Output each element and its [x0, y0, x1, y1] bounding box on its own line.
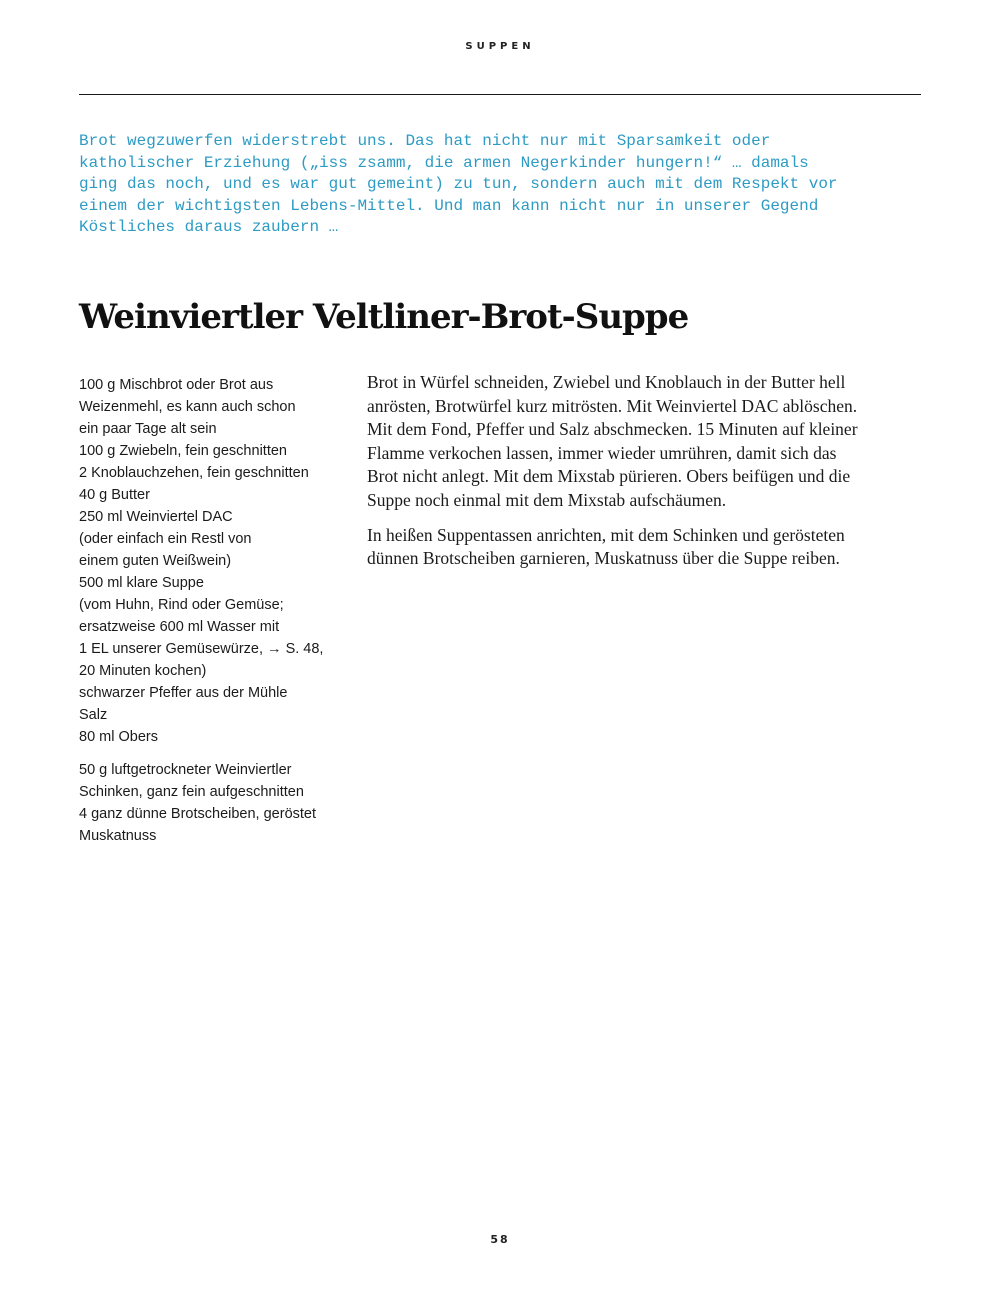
page-number: 58 [490, 1233, 510, 1246]
method-line: Mit dem Fond, Pfeffer und Salz abschmecken. 15 Minuten auf kleiner [367, 419, 858, 440]
ingredient-line: 40 g Butter [79, 487, 150, 503]
method-line: dünnen Brotscheiben garnieren, Muskatnuss über die Suppe reiben. [367, 548, 840, 569]
method-line: anrösten, Brotwürfel kurz mitrösten. Mit Weinviertel DAC ablöschen. [367, 395, 858, 416]
ingredient-line: 2 Knoblauchzehen, fein geschnitten [79, 465, 309, 481]
ingredient-line: Muskatnuss [79, 828, 157, 844]
intro-line: Brot wegzuwerfen widerstrebt uns. Das hat nicht nur mit Sparsamkeit oder [79, 132, 771, 150]
method-line: Brot nicht anlegt. Mit dem Mixstab pürieren. Obers beifügen und die [367, 466, 851, 487]
method-paragraph [367, 524, 927, 571]
ingredient-line: 80 ml Obers [79, 729, 158, 745]
ingredient-line: 1 EL unserer Gemüsewürze, → S. 48, [79, 641, 324, 657]
running-head-section: SUPPEN [465, 41, 535, 52]
ingredient-line: 500 ml klare Suppe [79, 575, 204, 591]
recipe-title: Weinviertler Veltliner-Brot-Suppe [79, 297, 689, 337]
ingredient-line: Weizenmehl, es kann auch schon [79, 399, 296, 415]
ingredient-group-garnish [79, 759, 354, 847]
method-line: In heißen Suppentassen anrichten, mit dem Schinken und gerösteten [367, 524, 845, 545]
method-text [367, 371, 927, 582]
ingredient-line: schwarzer Pfeffer aus der Mühle [79, 685, 288, 701]
ingredient-line: Salz [79, 707, 108, 723]
ingredient-line: ein paar Tage alt sein [79, 421, 217, 437]
intro-line: Köstliches daraus zaubern … [79, 218, 339, 236]
intro-line: einem der wichtigsten Lebens-Mittel. Und man kann nicht nur in unserer Gegend [79, 196, 819, 215]
intro-line: ging das noch, und es war gut gemeint) zu tun, sondern auch mit dem Respekt vor [79, 175, 838, 193]
ingredient-line: einem guten Weißwein) [79, 553, 232, 569]
ingredient-line: 100 g Zwiebeln, fein geschnitten [79, 443, 287, 459]
intro-line: katholischer Erziehung („iss zsamm, die armen Negerkinder hungern!“ … damals [79, 153, 809, 172]
method-line: Suppe noch einmal mit dem Mixstab aufschäumen. [367, 489, 727, 510]
ingredient-line: 250 ml Weinviertel DAC [79, 509, 233, 525]
method-paragraph [367, 371, 927, 513]
ingredient-line: 50 g luftgetrockneter Weinviertler [79, 762, 292, 778]
ingredient-line: ersatzweise 600 ml Wasser mit [79, 619, 280, 635]
header-rule [79, 94, 921, 95]
ingredient-group-main [79, 374, 354, 748]
ingredient-line: 20 Minuten kochen) [79, 663, 207, 679]
intro-paragraph [79, 131, 929, 239]
ingredient-line: Schinken, ganz fein aufgeschnitten [79, 784, 304, 800]
ingredient-list [79, 374, 354, 858]
method-line: Brot in Würfel schneiden, Zwiebel und Knoblauch in der Butter hell [367, 372, 846, 392]
method-line: Flamme verkochen lassen, immer wieder umrühren, damit sich das [367, 442, 837, 463]
ingredient-line: 4 ganz dünne Brotscheiben, geröstet [79, 806, 316, 822]
ingredient-line: (vom Huhn, Rind oder Gemüse; [79, 597, 284, 613]
ingredient-line: 100 g Mischbrot oder Brot aus [79, 377, 274, 393]
ingredient-line: (oder einfach ein Restl von [79, 531, 252, 547]
